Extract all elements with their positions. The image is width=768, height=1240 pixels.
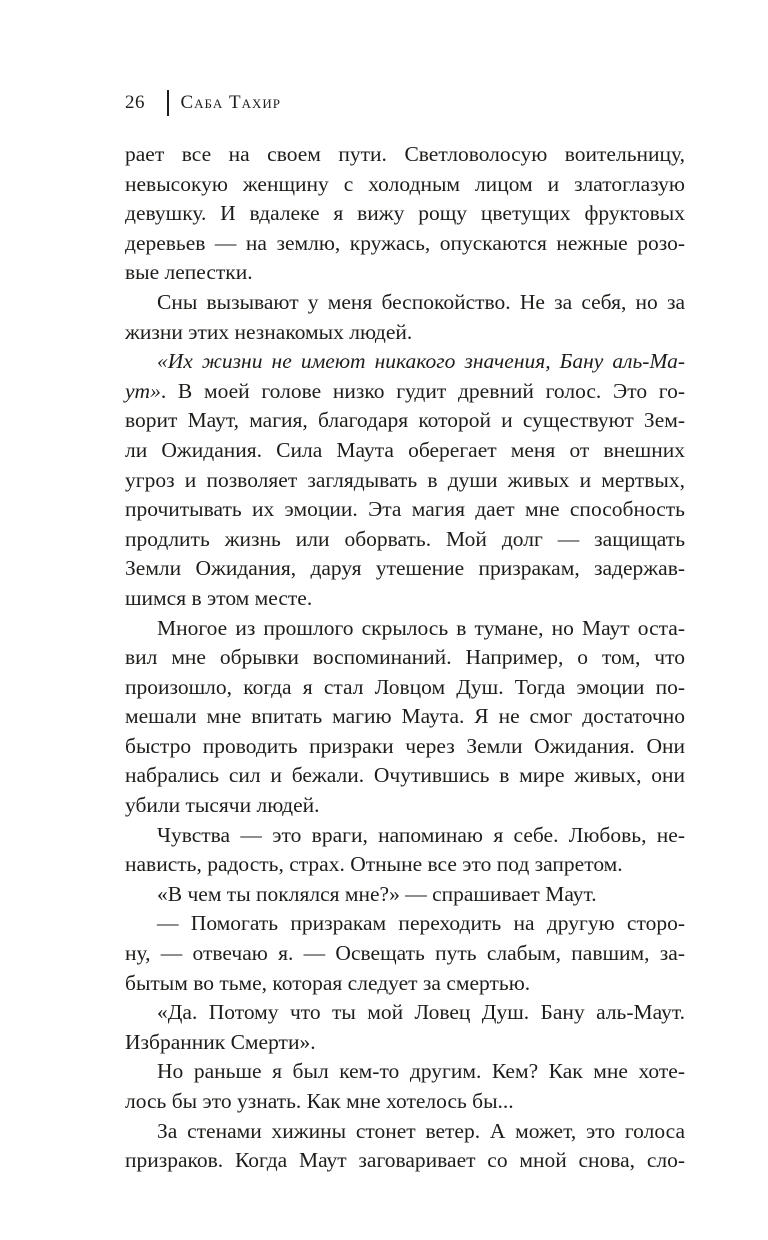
text-line <box>125 347 685 377</box>
italic-quote: «Их жизни не имеют никакого значения, Бану аль-Ма- <box>157 349 685 374</box>
line-text: вил мне обрывки воспоминаний. Например, о том, что <box>125 645 685 670</box>
text-line <box>125 761 685 791</box>
line-text: девушку. И вдалеке я вижу рощу цветущих фруктовых <box>125 201 685 226</box>
text-line <box>125 377 685 407</box>
line-text: . В моей голове низко гудит древний голос. Это го- <box>160 378 685 403</box>
line-text: ворит Маут, магия, благодаря которой и существуют Зем- <box>125 408 685 433</box>
line-text: набрались сил и бежали. Очутившись в мире живых, они <box>125 763 685 788</box>
line-text: призраков. Когда Маут заговаривает со мной снова, сло- <box>125 1148 685 1173</box>
text-line <box>125 791 685 821</box>
text-line <box>125 258 685 288</box>
text-line <box>125 732 685 762</box>
line-text: вые лепестки. <box>125 260 253 285</box>
line-text: Земли Ожидания, даруя утешение призракам, задержав- <box>125 556 685 581</box>
body-text <box>125 140 685 1176</box>
line-text: ли Ожидания. Сила Маута оберегает меня от внешних <box>125 437 685 462</box>
line-text: быстро проводить призраки через Земли Ожидания. Они <box>125 733 685 758</box>
line-text: бытым во тьме, которая следует за смертью. <box>125 970 531 995</box>
text-line <box>125 1028 685 1058</box>
line-text: Чувства — это враги, напоминаю я себе. Любовь, не- <box>157 822 685 847</box>
line-text: Избранник Смерти». <box>125 1029 316 1054</box>
line-text: шимся в этом месте. <box>125 585 313 610</box>
text-line <box>125 998 685 1028</box>
text-line <box>125 170 685 200</box>
line-text: произошло, когда я стал Ловцом Душ. Тогда эмоции по- <box>125 674 685 699</box>
text-line <box>125 643 685 673</box>
line-text: прочитывать их эмоции. Эта магия дает мне способность <box>125 497 685 522</box>
line-text: Сны вызывают у меня беспокойство. Не за себя, но за <box>157 289 685 314</box>
text-line <box>125 850 685 880</box>
text-line <box>125 1087 685 1117</box>
text-line <box>125 1146 685 1176</box>
line-text: мешали мне впитать магию Маута. Я не смог достаточно <box>125 704 685 729</box>
text-line <box>125 318 685 348</box>
line-text: деревьев — на землю, кружась, опускаются нежные розо- <box>125 230 685 255</box>
text-line <box>125 821 685 851</box>
text-line <box>125 1117 685 1147</box>
line-text: — Помогать призракам переходить на другую сторо- <box>157 911 685 936</box>
text-line <box>125 909 685 939</box>
text-line <box>125 1057 685 1087</box>
header-divider <box>167 90 169 116</box>
line-text: Но раньше я был кем-то другим. Кем? Как мне хоте- <box>157 1059 685 1084</box>
line-text: убили тысячи людей. <box>125 793 320 818</box>
italic-quote: ут» <box>125 378 161 403</box>
text-line <box>125 199 685 229</box>
text-line <box>125 939 685 969</box>
running-head <box>125 88 281 118</box>
text-line <box>125 288 685 318</box>
line-text: продлить жизнь или оборвать. Мой долг — защищать <box>125 526 685 551</box>
text-line <box>125 406 685 436</box>
text-line <box>125 140 685 170</box>
text-line <box>125 229 685 259</box>
text-line <box>125 495 685 525</box>
line-text: рает все на своем пути. Светловолосую воительницу, <box>125 142 685 166</box>
line-text: ну, — отвечаю я. — Освещать путь слабым, павшим, за- <box>125 941 685 966</box>
line-text: лось бы это узнать. Как мне хотелось бы... <box>125 1089 514 1113</box>
line-text: «В чем ты поклялся мне?» — спрашивает Маут. <box>157 881 597 906</box>
line-text: жизни этих незнакомых людей. <box>125 319 413 344</box>
line-text: За стенами хижины стонет ветер. А может, это голоса <box>157 1118 685 1143</box>
text-line <box>125 436 685 466</box>
page-number: 26 <box>125 92 145 113</box>
text-line <box>125 702 685 732</box>
text-line <box>125 969 685 999</box>
text-line <box>125 614 685 644</box>
text-line <box>125 466 685 496</box>
author-name: Саба Тахир <box>180 92 281 113</box>
line-text: угроз и позволяет заглядывать в души живых и мертвых, <box>125 467 685 492</box>
text-line <box>125 673 685 703</box>
line-text: невысокую женщину с холодным лицом и златоглазую <box>125 171 685 196</box>
text-line <box>125 880 685 910</box>
text-line <box>125 584 685 614</box>
line-text: Многое из прошлого скрылось в тумане, но Маут оста- <box>157 615 685 640</box>
text-line <box>125 554 685 584</box>
line-text: «Да. Потому что ты мой Ловец Душ. Бану аль-Маут. <box>157 1000 685 1025</box>
line-text: нависть, радость, страх. Отныне все это под запретом. <box>125 852 623 877</box>
text-line <box>125 525 685 555</box>
